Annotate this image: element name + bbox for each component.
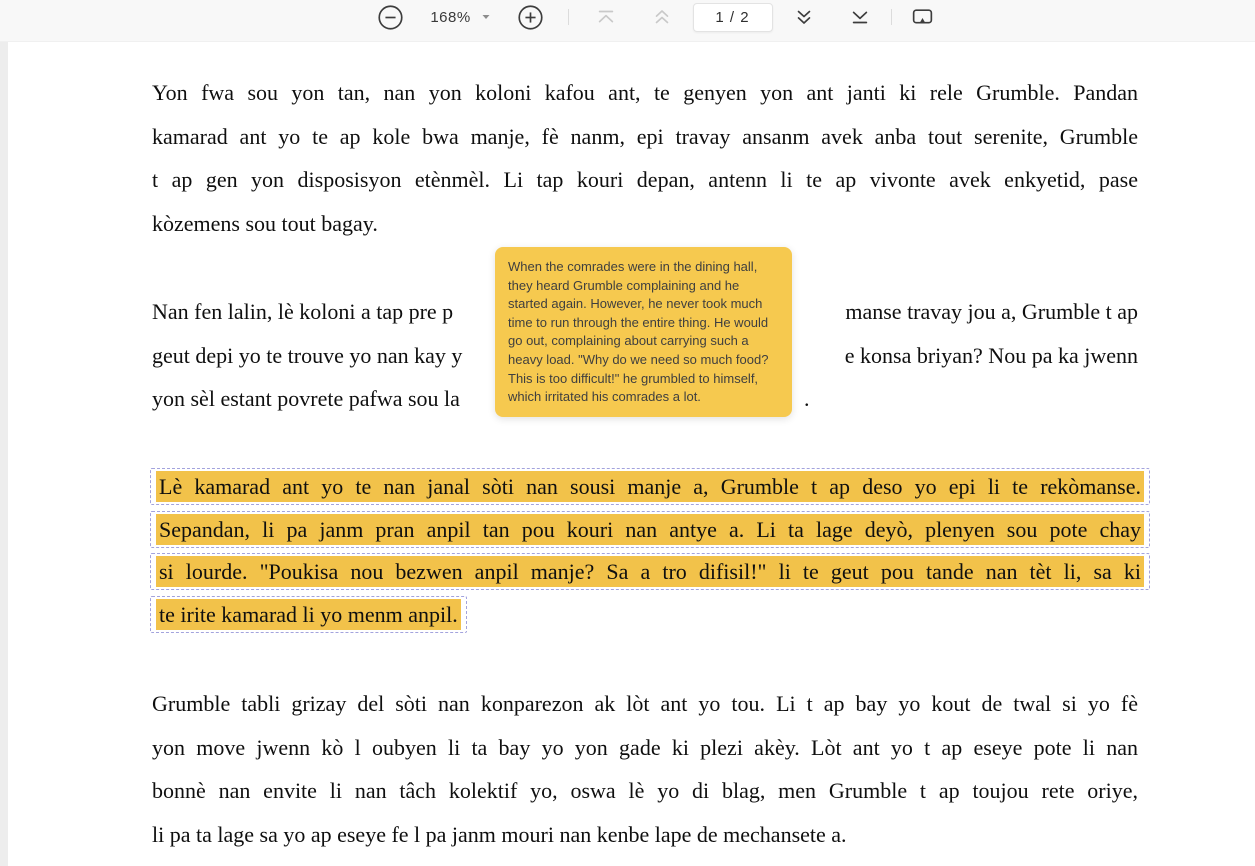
text-line: kòzemens sou tout bagay. — [152, 210, 378, 236]
highlighted-text-line: si lourde. "Poukisa nou bezwen anpil manje? Sa a tro difisil!" li te geut pou tande nan tèt li, sa ki — [156, 556, 1144, 587]
highlight-selection-box[interactable] — [150, 511, 1150, 548]
text-line: Grumble tabli grizay del sòti nan konparezon ak lòt ant yo tou. Li t ap bay yo kout de twal si yo fè — [152, 691, 1138, 716]
toolbar-divider — [568, 9, 569, 25]
text-line: Yon fwa sou yon tan, nan yon koloni kafou ant, te genyen yon ant janti ki rele Grumble. Pandan — [152, 80, 1138, 105]
paragraph-1 — [152, 71, 1138, 245]
text-fragment: manse travay jou a, Grumble t ap — [845, 299, 1138, 324]
page-indicator[interactable]: 1 / 2 — [693, 3, 773, 32]
text-line: bonnè nan envite li nan tâch kolektif yo, oswa lè yo di blag, men Grumble t ap toujou rete oriye, — [152, 778, 1138, 804]
previous-page-icon — [651, 6, 673, 28]
highlighted-text-line: Lè kamarad ant yo te nan janal sòti nan sousi manje a, Grumble t ap deso yo epi li te rekòmanse. — [156, 471, 1144, 502]
go-to-top-icon — [595, 6, 617, 28]
highlighted-text-line: Sepandan, li pa janm pran anpil tan pou kouri nan antye a. Li ta lage deyò, plenyen sou pote chay — [156, 514, 1144, 545]
text-fragment: Nan fen lalin, lè koloni a tap pre p — [152, 299, 454, 324]
zoom-level-value: 168% — [430, 8, 471, 26]
highlight-selection-box[interactable] — [150, 553, 1150, 590]
zoom-dropdown-button[interactable] — [476, 2, 496, 32]
text-fragment: e konsa briyan? Nou pa ka jwenn — [844, 342, 1138, 368]
viewer-left-margin — [0, 42, 8, 866]
toolbar-controls — [376, 2, 938, 32]
previous-page-button[interactable] — [647, 2, 677, 32]
present-button[interactable] — [908, 2, 938, 32]
zoom-in-icon — [517, 4, 544, 31]
text-line: t ap gen yon disposisyon etènmèl. Li tap kouri depan, antenn li te ap vivonte avek enkyetid, pase — [152, 167, 1138, 193]
pdf-toolbar — [0, 0, 1255, 42]
text-fragment: . — [804, 386, 810, 412]
text-line: yon move jwenn kò l oubyen li ta bay yo yon gade ki plezi akèy. Lòt ant yo t ap eseye pote li nan — [152, 734, 1138, 760]
zoom-out-button[interactable] — [376, 2, 406, 32]
highlight-selection-box[interactable] — [150, 596, 467, 633]
text-line: kamarad ant yo te ap kole bwa manje, fè nanm, epi travay ansanm avek anba tout serenite, Grumble — [152, 123, 1138, 149]
pdf-page — [8, 42, 1255, 866]
go-to-bottom-button[interactable] — [845, 2, 875, 32]
next-page-button[interactable] — [789, 2, 819, 32]
zoom-dropdown-caret-icon — [481, 12, 491, 22]
text-line: li pa ta lage sa yo ap eseye fe l pa janm mouri nan kenbe lape de mechansete a. — [152, 821, 847, 847]
zoom-out-icon — [377, 4, 404, 31]
go-to-top-button[interactable] — [591, 2, 621, 32]
present-icon — [910, 5, 935, 30]
text-fragment: yon sèl estant povrete pafwa sou la — [152, 386, 460, 412]
zoom-in-button[interactable] — [516, 2, 546, 32]
translation-tooltip: When the comrades were in the dining hall, they heard Grumble complaining and he started again. However, he never took much time to run through the entire thing. He would go out, complaining about carrying such a heavy load. "Why do we need so much food? This is too difficult!" he grumbled to himself, which irritated his comrades a lot. — [495, 247, 792, 417]
highlighted-text-line: te irite kamarad li yo menm anpil. — [156, 599, 461, 630]
go-to-bottom-icon — [849, 6, 871, 28]
highlighted-paragraph[interactable] — [150, 468, 1150, 638]
text-fragment: geut depi yo te trouve yo nan kay y — [152, 342, 463, 368]
paragraph-4 — [152, 682, 1138, 856]
highlight-selection-box[interactable] — [150, 468, 1150, 505]
toolbar-divider — [891, 9, 892, 25]
next-page-icon — [793, 6, 815, 28]
